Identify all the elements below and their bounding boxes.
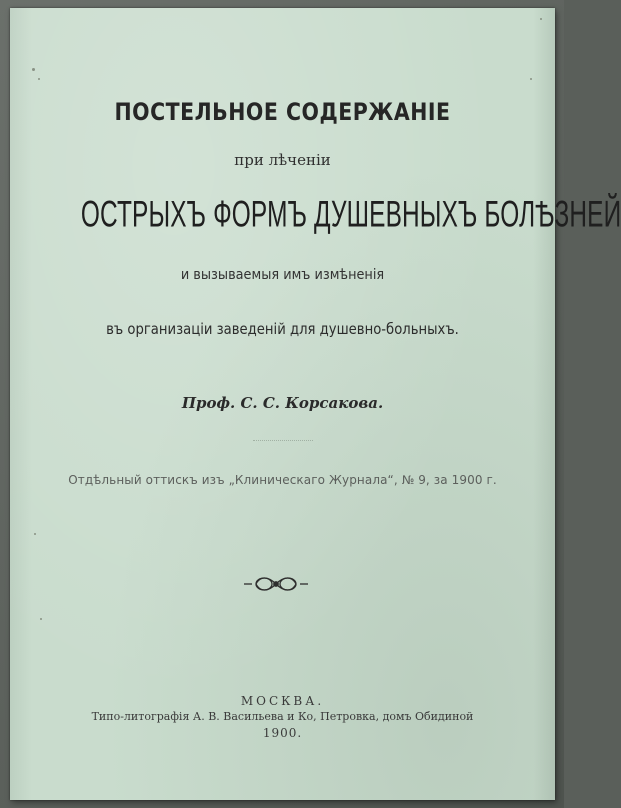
imprint-city: МОСКВА. [240,694,325,708]
offprint-note: Отдѣльный оттискъ изъ „Клиническаго Журнала“, № 9, за 1900 г. [68,473,497,487]
paper-spot [530,78,532,80]
author-name: Проф. С. С. Корсакова. [181,394,384,412]
paper-spot [32,68,35,71]
subtitle-line-2: въ организаціи заведеній для душевно-больныхъ. [106,320,459,338]
paper-spot [40,618,42,620]
title-line-1: ПОСТЕЛЬНОЕ СОДЕРЖАНІЕ [114,98,451,126]
faint-rule [253,440,313,442]
paper-spot [38,78,40,80]
paper-spot [540,18,542,20]
title-line-3: ОСТРЫХЪ ФОРМЪ ДУШЕВНЫХЪ БОЛѢЗНЕЙ [80,192,621,235]
pamphlet-cover [10,8,621,800]
imprint-printer: Типо-литографія А. В. Васильева и Ко, Петровка, домъ Обидиной [91,710,474,723]
title-line-2: при лѣченіи [234,151,331,169]
imprint-year: 1900. [262,726,303,740]
subtitle-line-1: и вызываемыя имъ измѣненія [180,267,385,283]
ornament-icon [242,574,310,594]
paper-spot [34,533,36,535]
